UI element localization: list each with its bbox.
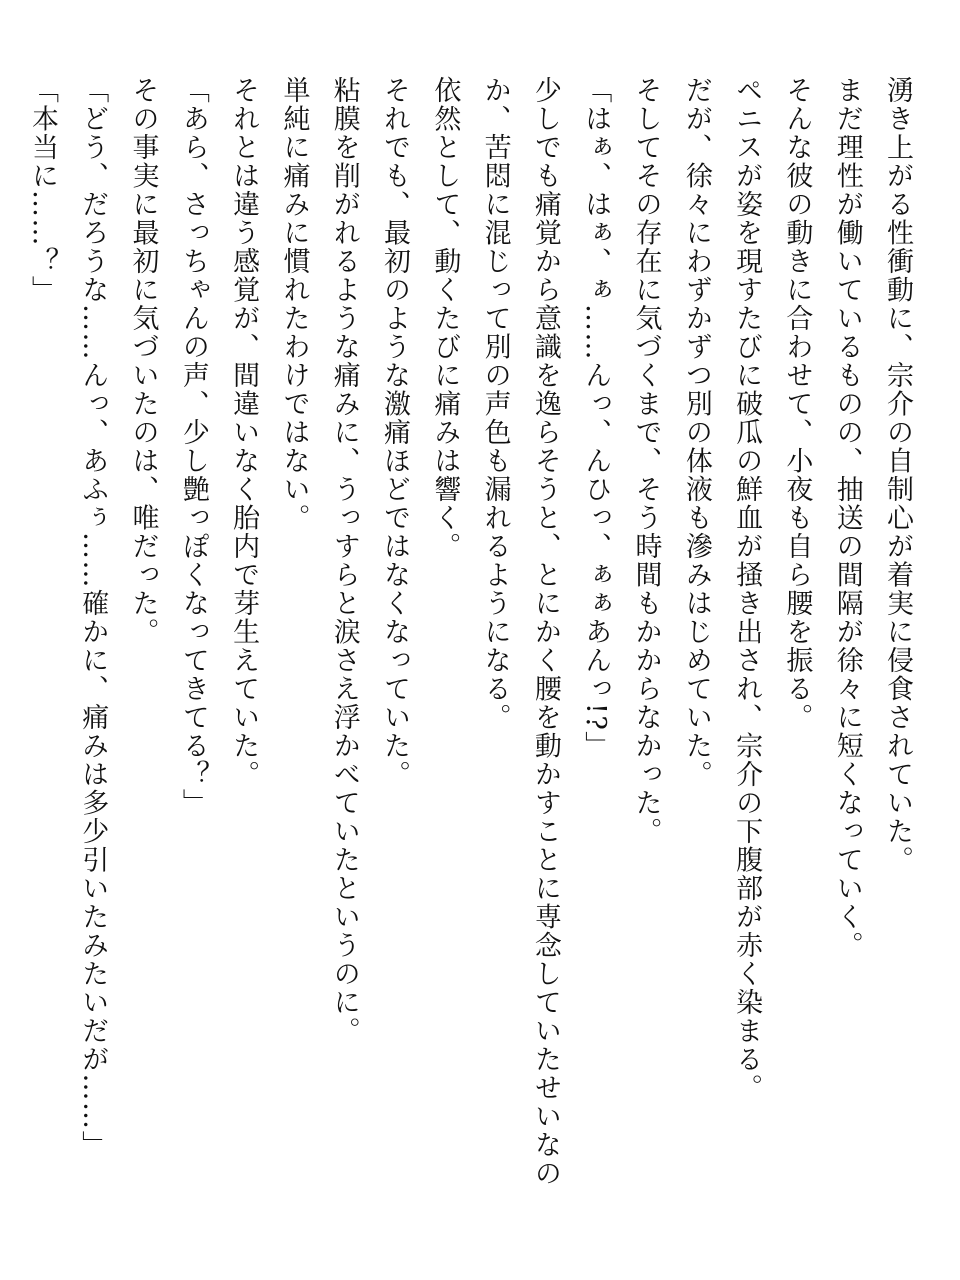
text-line: 少しでも痛覚から意識を逸らそうと、とにかく腰を動かすことに専念していたせいなの	[529, 76, 561, 1188]
text-line: その事実に最初に気づいたのは、唯だった。	[127, 76, 159, 646]
text-line: そんな彼の動きに合わせて、小夜も自ら腰を振る。	[781, 76, 813, 732]
text-line: それとは違う感覚が、間違いなく胎内で芽生えていた。	[228, 76, 260, 789]
text-line: か、苦悶に混じって別の声色も漏れるようになる。	[479, 76, 511, 732]
text-line: 湧き上がる性衝動に、宗介の自制心が着実に侵食されていた。	[882, 76, 913, 874]
dialogue-line: 「どう、だろうな……んっ、あふぅ……確かに、痛みは多少引いたみたいだが……」	[77, 76, 109, 1159]
dialogue-line: 「はぁ、はぁ、ぁ……んっ、んひっ、ぁぁあんっ!?」	[580, 76, 612, 760]
text-line: 単純に痛みに慣れたわけではない。	[278, 76, 310, 532]
text-line: 粘膜を削がれるような痛みに、うっすらと涙さえ浮かべていたというのに。	[328, 76, 360, 1045]
text-line: まだ理性が働いているものの、抽送の間隔が徐々に短くなっていく。	[831, 76, 863, 960]
dialogue-line: 「本当に……？」	[26, 76, 58, 304]
text-line: だが、徐々にわずかずつ別の体液も滲みはじめていた。	[680, 76, 712, 789]
text-line: それでも、最初のような激痛ほどではなくなっていた。	[379, 76, 411, 789]
text-line: ペニスが姿を現すたびに破瓜の鮮血が掻き出され、宗介の下腹部が赤く染まる。	[731, 76, 763, 1102]
text-line: 依然として、動くたびに痛みは響く。	[429, 76, 461, 561]
text-line: そしてその存在に気づくまで、そう時間もかからなかった。	[630, 76, 662, 846]
vertical-text-body	[17, 76, 922, 1246]
dialogue-line: 「あら、さっちゃんの声、少し艶っぽくなってきてる？」	[177, 76, 209, 817]
